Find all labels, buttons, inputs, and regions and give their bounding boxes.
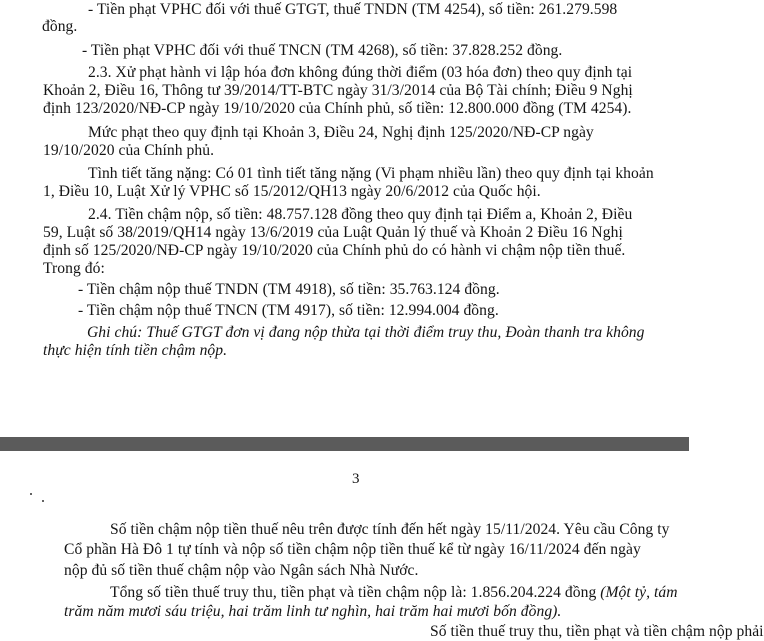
text-line: - Tiền chậm nộp thuế TNDN (TM 4918), số tiền: 35.763.124 đồng. — [78, 281, 500, 298]
text-line: Tình tiết tăng nặng: Có 01 tình tiết tăng nặng (Vi phạm nhiều lần) theo quy định tại khoản — [88, 165, 654, 182]
text-line: nộp đủ số tiền thuế chậm nộp vào Ngân sách Nhà Nước. — [64, 562, 419, 579]
text-line: - Tiền phạt VPHC đối với thuế GTGT, thuế TNDN (TM 4254), số tiền: 261.279.598 — [88, 1, 618, 18]
scan-speck — [30, 493, 32, 495]
text-line — [110, 584, 678, 602]
note-line: thực hiện tính tiền chậm nộp. — [43, 342, 228, 359]
text-line: 2.3. Xử phạt hành vi lập hóa đơn không đúng thời điểm (03 hóa đơn) theo quy định tại — [88, 64, 633, 81]
text-line: định số 125/2020/NĐ-CP ngày 19/10/2020 của Chính phủ do có hành vi chậm nộp tiền thuế. — [43, 242, 626, 259]
note-line: Ghi chú: Thuế GTGT đơn vị đang nộp thừa tại thời điểm truy thu, Đoàn thanh tra không — [87, 324, 645, 341]
text-line: Trong đó: — [43, 260, 105, 277]
cut-off-line: Số tiền thuế truy thu, tiền phạt và tiền chậm nộp phải — [430, 623, 764, 640]
scan-speck — [42, 500, 44, 502]
text-line: 1, Điều 10, Luật Xử lý VPHC số 15/2012/QH13 ngày 20/6/2012 của Quốc hội. — [43, 183, 541, 200]
amount-in-words-continued: trăm năm mươi sáu triệu, hai trăm linh tư nghìn, hai trăm hai mươi bốn đồng). — [64, 603, 562, 620]
text-line: Cổ phần Hà Đô 1 tự tính và nộp số tiền chậm nộp tiền thuế kể từ ngày 16/11/2024 đến ngày — [64, 541, 641, 558]
total-amount-text: Tổng số tiền thuế truy thu, tiền phạt và tiền chậm nộp là: 1.856.204.224 đồng — [110, 584, 597, 601]
text-line: định 123/2020/NĐ-CP ngày 19/10/2020 của Chính phủ, số tiền: 12.800.000 đồng (TM 4254). — [43, 100, 632, 117]
page-number: 3 — [352, 471, 360, 487]
text-line: - Tiền chậm nộp thuế TNCN (TM 4917), số tiền: 12.994.004 đồng. — [78, 302, 499, 319]
text-line: đồng. — [42, 18, 78, 35]
text-line: Khoản 2, Điều 16, Thông tư 39/2014/TT-BTC ngày 31/3/2014 của Bộ Tài chính; Điều 9 Nghị — [43, 82, 633, 99]
text-line: Mức phạt theo quy định tại Khoản 3, Điều 24, Nghị định 125/2020/NĐ-CP ngày — [88, 124, 594, 141]
amount-in-words: (Một tỷ, tám — [600, 584, 678, 601]
text-line: 59, Luật số 38/2019/QH14 ngày 13/6/2019 của Luật Quản lý thuế và Khoản 2 Điều 16 Nghị — [43, 224, 623, 241]
text-line: 19/10/2020 của Chính phủ. — [43, 142, 215, 159]
text-line: - Tiền phạt VPHC đối với thuế TNCN (TM 4268), số tiền: 37.828.252 đồng. — [82, 42, 563, 59]
text-line: 2.4. Tiền chậm nộp, số tiền: 48.757.128 đồng theo quy định tại Điểm a, Khoản 2, Điều — [88, 206, 633, 223]
page-separator — [0, 437, 689, 451]
text-line: Số tiền chậm nộp tiền thuế nêu trên được tính đến hết ngày 15/11/2024. Yêu cầu Công ty — [110, 521, 670, 538]
